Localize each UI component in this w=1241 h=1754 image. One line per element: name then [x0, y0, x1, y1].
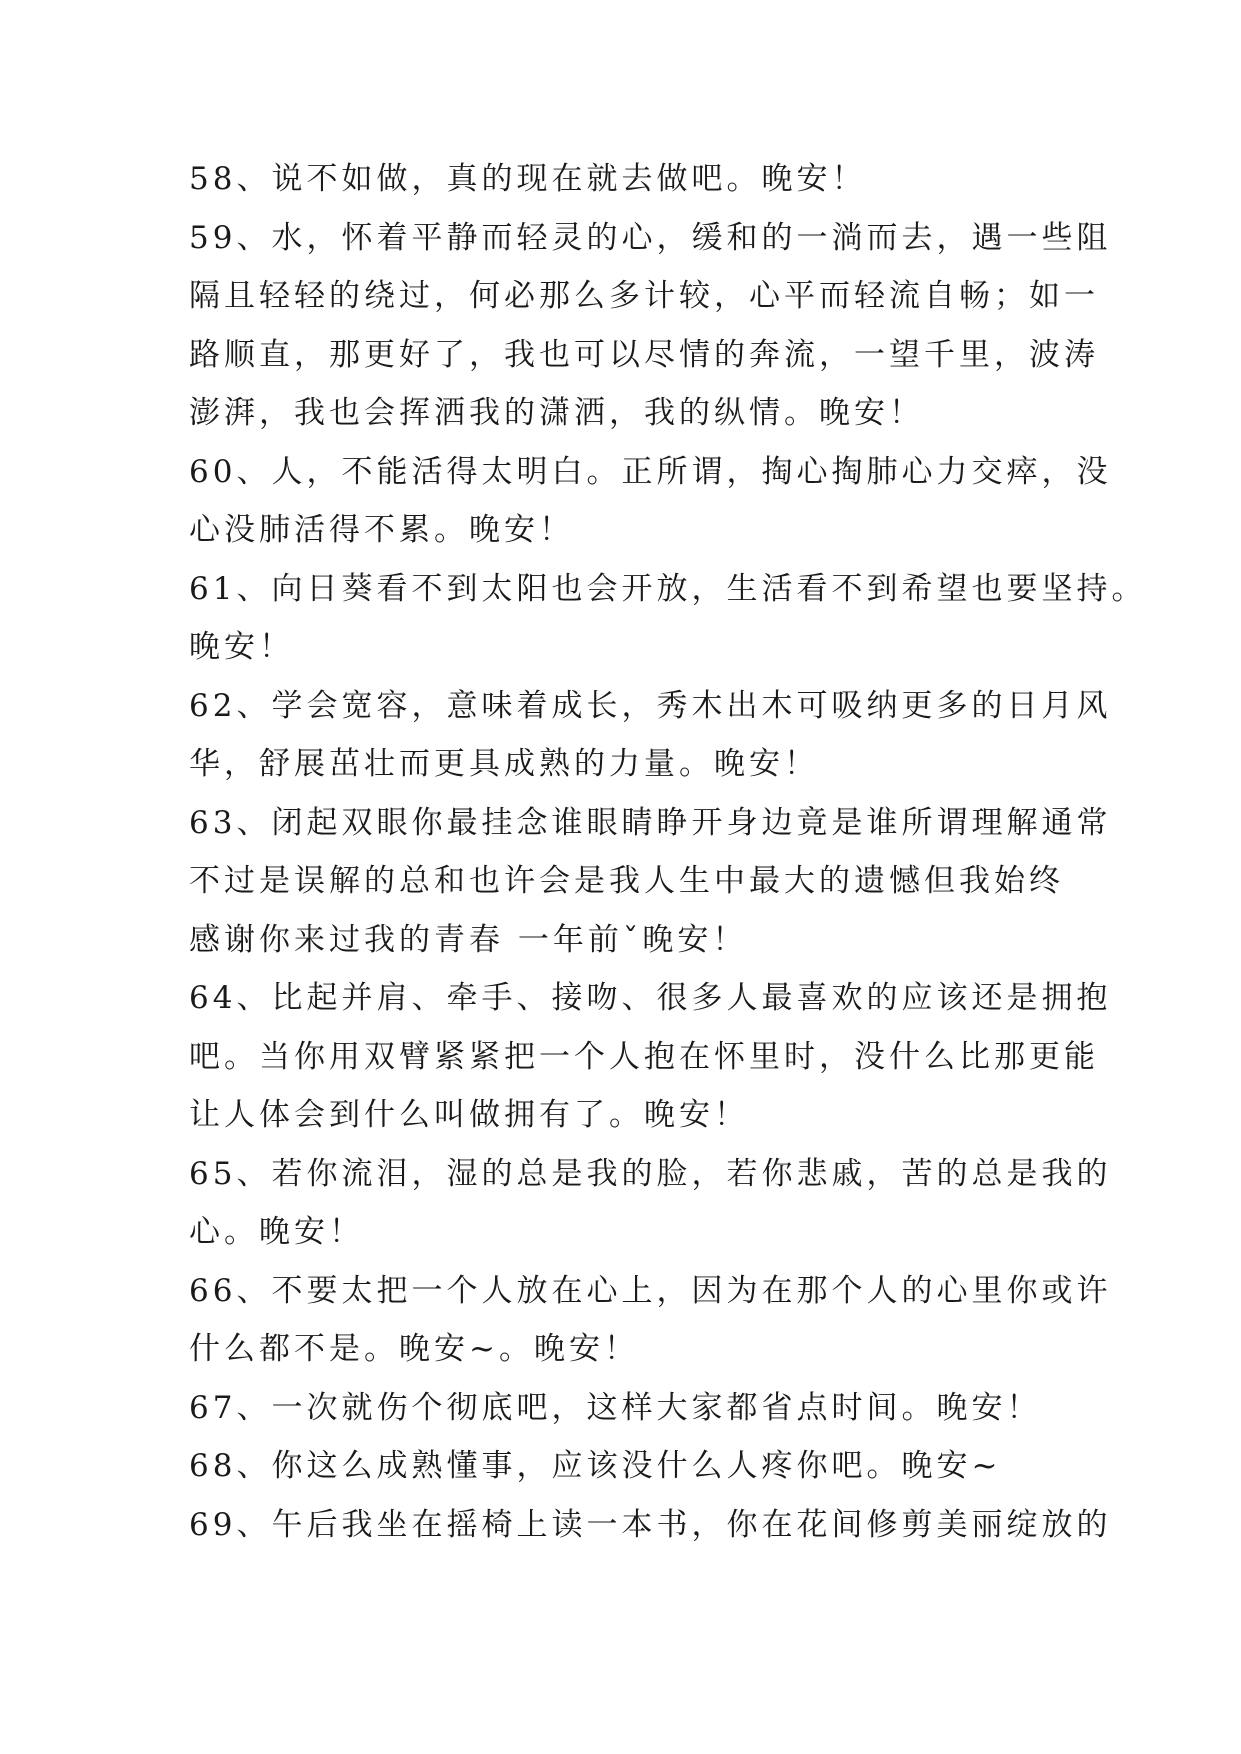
text-line: 61、向日葵看不到太阳也会开放，生活看不到希望也要坚持。: [189, 570, 1147, 607]
text-line: 隔且轻轻的绕过，何必那么多计较，心平而轻流自畅；如一: [189, 278, 1099, 314]
text-line: 69、午后我坐在摇椅上读一本书，你在花间修剪美丽绽放的: [189, 1506, 1112, 1543]
paragraph-60: [189, 443, 1112, 560]
text-line: 60、人，不能活得太明白。正所谓，掏心掏肺心力交瘁，没: [189, 453, 1112, 490]
text-line: 63、闭起双眼你最挂念谁眼睛睁开身边竟是谁所谓理解通常: [189, 804, 1112, 841]
text-line: 心没肺活得不累。晚安！: [189, 512, 574, 548]
text-line: 67、一次就伤个彻底吧，这样大家都省点时间。晚安！: [189, 1389, 1042, 1426]
text-line: 感谢你来过我的青春 一年前ˇ晚安！: [189, 921, 748, 958]
text-line: 不过是误解的总和也许会是我人生中最大的遗憾但我始终: [189, 863, 1064, 899]
paragraph-69: [189, 1496, 1112, 1555]
text-line: 晚安！: [189, 629, 294, 665]
text-line: 心。晚安！: [189, 1214, 364, 1250]
paragraph-61: [189, 560, 1147, 677]
paragraph-67: [189, 1379, 1055, 1438]
text-line: 68、你这么成熟懂事，应该没什么人疼你吧。晚安~: [189, 1448, 1002, 1484]
paragraph-59: [189, 209, 1112, 443]
text-line: 让人体会到什么叫做拥有了。晚安！: [189, 1097, 749, 1133]
paragraph-66: [189, 1262, 1112, 1379]
text-line: 65、若你流泪，湿的总是我的脸，若你悲戚，苦的总是我的: [189, 1155, 1112, 1192]
text-line: 66、不要太把一个人放在心上，因为在那个人的心里你或许: [189, 1272, 1112, 1309]
text-line: 华，舒展茁壮而更具成熟的力量。晚安！: [189, 746, 819, 782]
paragraph-63: [189, 794, 1112, 970]
paragraph-65: [189, 1145, 1112, 1262]
text-line: 什么都不是。晚安~。晚安！: [189, 1331, 639, 1367]
text-line: 58、说不如做，真的现在就去做吧。晚安！: [189, 161, 867, 197]
text-line: 吧。当你用双臂紧紧把一个人抱在怀里时，没什么比那更能: [189, 1038, 1099, 1075]
paragraph-58: [189, 150, 1055, 209]
document-body: [189, 150, 1147, 1554]
paragraph-68: [189, 1437, 1055, 1496]
text-line: 澎湃，我也会挥洒我的潇洒，我的纵情。晚安！: [189, 395, 924, 431]
paragraph-64: [189, 969, 1112, 1145]
text-line: 64、比起并肩、牵手、接吻、很多人最喜欢的应该还是拥抱: [189, 980, 1112, 1016]
text-line: 59、水，怀着平静而轻灵的心，缓和的一淌而去，遇一些阻: [189, 219, 1112, 256]
paragraph-62: [189, 677, 1112, 794]
text-line: 路顺直，那更好了，我也可以尽情的奔流，一望千里，波涛: [189, 336, 1099, 373]
text-line: 62、学会宽容，意味着成长，秀木出木可吸纳更多的日月风: [189, 687, 1112, 724]
